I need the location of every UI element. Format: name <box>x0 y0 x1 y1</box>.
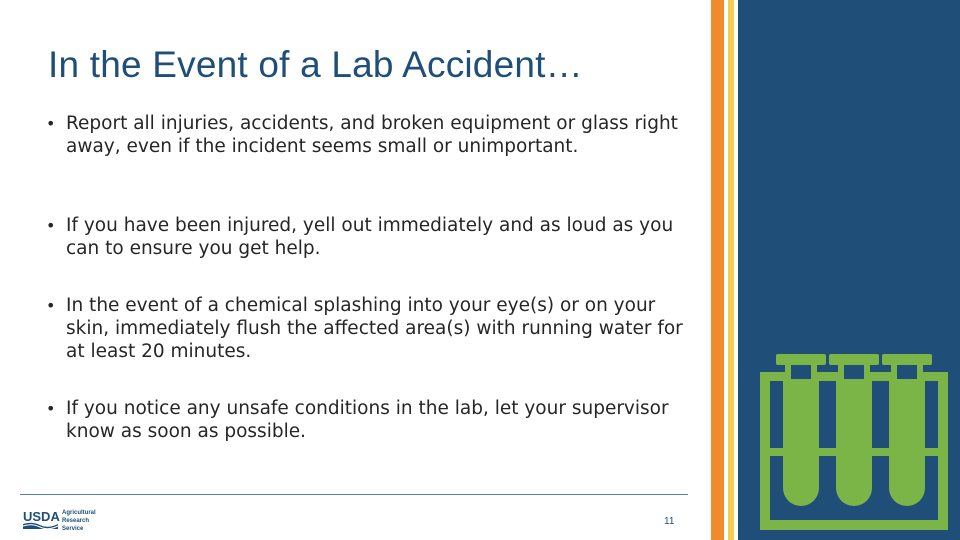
usda-logo-icon <box>22 507 114 533</box>
orange-stripe <box>711 0 724 540</box>
logo-name-line: Agricultural <box>62 510 96 516</box>
bullet-marker: • <box>46 216 56 235</box>
page-number: 11 <box>664 516 675 527</box>
footer-divider <box>20 494 688 495</box>
logo-mark: USDA <box>23 509 60 524</box>
slide-title: In the Event of a Lab Accident… <box>48 44 583 85</box>
bullet-item <box>46 112 696 158</box>
bullet-marker: • <box>46 296 56 315</box>
bullet-text: Report all injuries, accidents, and broken equipment or glass right away, even if the incident seems small or unimportant. <box>66 113 678 157</box>
bullet-text: If you have been injured, yell out immediately and as loud as you can to ensure you get help. <box>66 215 674 259</box>
bullet-text: In the event of a chemical splashing into your eye(s) or on your skin, immediately flush the affected area(s) with running water for at least 20 minutes. <box>66 295 683 362</box>
logo-name-line: Research <box>62 518 90 524</box>
bullet-item <box>46 294 696 363</box>
bullet-item <box>46 214 696 260</box>
bullet-text: If you notice any unsafe conditions in the lab, let your supervisor know as soon as possible. <box>66 398 669 442</box>
bullet-item <box>46 397 696 443</box>
logo-name-line: Service <box>62 526 84 532</box>
test-tube-rack-icon <box>756 350 952 540</box>
bullet-marker: • <box>46 399 56 418</box>
bullet-marker: • <box>46 114 56 133</box>
